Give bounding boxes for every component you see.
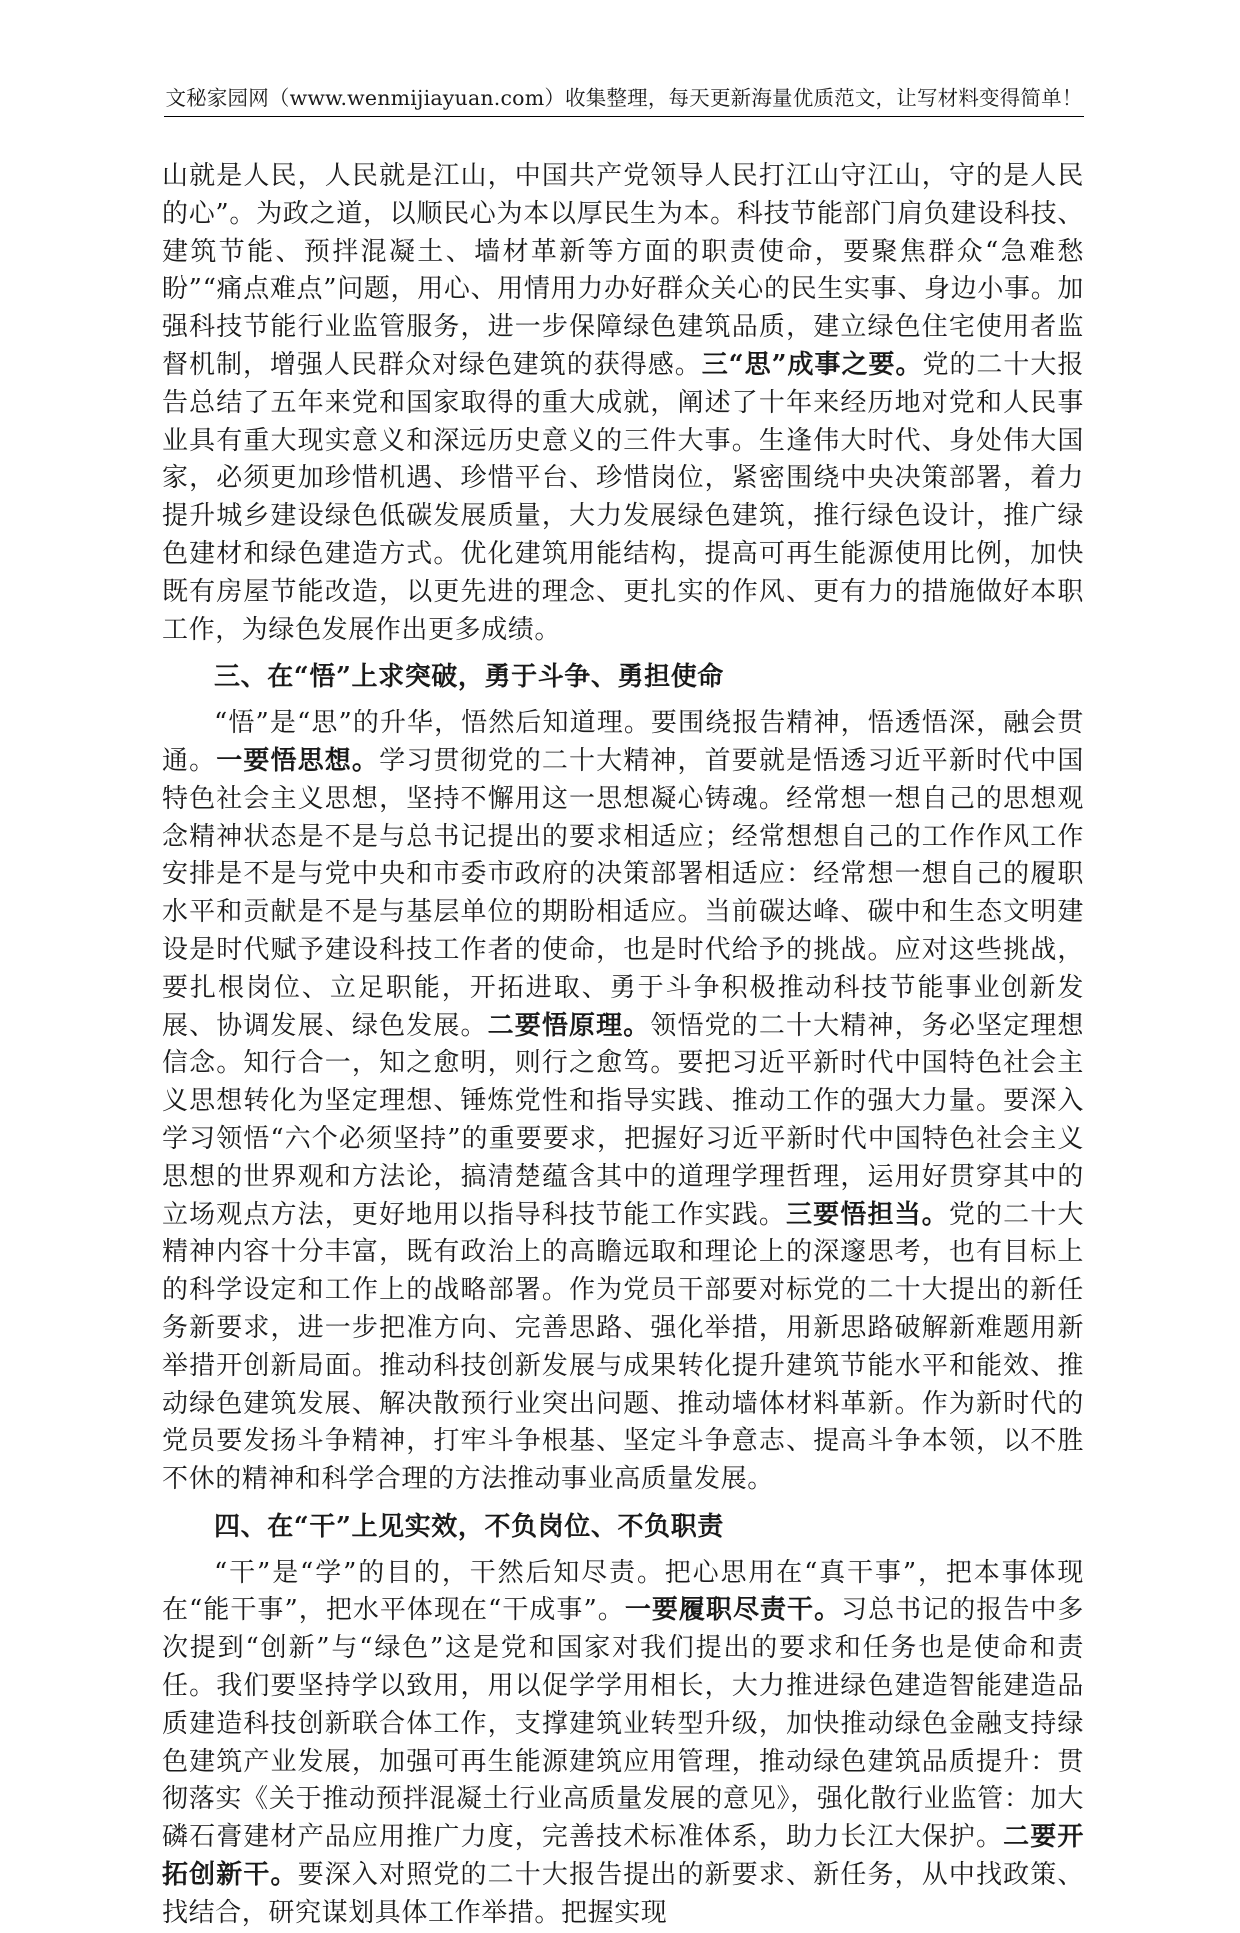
paragraph-text: 党的二十大报告总结了五年来党和国家取得的重大成就，阐述了十年来经历地对党和人民事业具有重大现实意义和深远历史意义的三件大事。生逢伟大时代、身处伟大国家，必须更加珍惜机遇、珍惜平台、珍惜岗位，紧密围绕中央决策部署，着力提升城乡建设绿色低碳发展质量，大力发展绿色建筑，推行绿色设计，推广绿色建材和绿色建造方式。优化建筑用能结构，提高可再生能源使用比例，加快既有房屋节能改造，以更先进的理念、更扎实的作风、更有力的措施做好本职工作，为绿色发展作出更多成绩。 — [162, 349, 1084, 645]
paragraph-text: 领悟党的二十大精神，务必坚定理想信念。知行合一，知之愈明，则行之愈笃。要把习近平新时代中国特色社会主义思想转化为坚定理想、锤炼党性和指导实践、推动工作的强大力量。要深入学习领悟“六个必须坚持”的重要要求，把握好习近平新时代中国特色社会主义思想的世界观和方法论，搞清楚蕴含其中的道理学理哲理，运用好贯穿其中的立场观点方法，更好地用以指导科技节能工作实践。 — [162, 1010, 1084, 1230]
bold-lead: 一要履职尽责干。 — [624, 1595, 842, 1626]
paragraph-text: 要深入对照党的二十大报告提出的新要求、新任务，从中找政策、找结合，研究谋划具体工作举措。把握实现 — [162, 1860, 1084, 1928]
section-heading-4: 四、在“干”上见实效，不负岗位、不负职责 — [214, 1511, 724, 1542]
bold-lead: 一要悟思想。 — [216, 745, 380, 776]
paragraph-section-4 — [162, 1555, 1084, 1933]
paragraph-text: 学习贯彻党的二十大精神，首要就是悟透习近平新时代中国特色社会主义思想，坚持不懈用这一思想凝心铸魂。经常想一想自己的思想观念精神状态是不是与总书记提出的要求相适应；经常想想自己的工作作风工作安排是不是与党中央和市委市政府的决策部署相适应：经常想一想自己的履职水平和贡献是不是与基层单位的期盼相适应。当前碳达峰、碳中和生态文明建设是时代赋予建设科技工作者的使命，也是时代给予的挑战。应对这些挑战，要扎根岗位、立足职能，开拓进取、勇于斗争积极推动科技节能事业创新发展、协调发展、绿色发展。 — [162, 745, 1084, 1041]
page-header — [164, 82, 1084, 117]
header-text: 文秘家园网（www.wenmijiayuan.com）收集整理，每天更新海量优质范文，让写材料变得简单！ — [165, 86, 1083, 110]
paragraph-text: “干”是“学”的目的，干然后知尽责。把心思用在“真干事”，把本事体现在“能干事”，把水平体现在“干成事”。 — [162, 1557, 1084, 1626]
paragraph-continuation — [162, 158, 1084, 649]
paragraph-section-3 — [162, 705, 1084, 1499]
paragraph-text: 党的二十大精神内容十分丰富，既有政治上的高瞻远取和理论上的深邃思考，也有目标上的科学设定和工作上的战略部署。作为党员干部要对标党的二十大提出的新任务新要求，进一步把准方向、完善思路、强化举措，用新思路破解新难题用新举措开创新局面。推动科技创新发展与成果转化提升建筑节能水平和能效、推动绿色建筑发展、解决散预行业突出问题、推动墙体材料革新。作为新时代的党员要发扬斗争精神，打牢斗争根基、坚定斗争意志、提高斗争本领，以不胜不休的精神和科学合理的方法推动事业高质量发展。 — [162, 1199, 1084, 1495]
bold-lead: 二要悟原理。 — [487, 1010, 651, 1041]
section-heading-3: 三、在“悟”上求突破，勇于斗争、勇担使命 — [214, 662, 724, 693]
document-body — [162, 158, 1084, 1933]
paragraph-text: “悟”是“思”的升华，悟然后知道理。要围绕报告精神，悟透悟深，融会贯通。 — [162, 708, 1084, 776]
bold-lead: 三要悟担当。 — [786, 1199, 949, 1230]
paragraph-text: 习总书记的报告中多次提到“创新”与“绿色”这是党和国家对我们提出的要求和任务也是使命和责任。我们要坚持学以致用，用以促学学用相长，大力推进绿色建造智能建造品质建造科技创新联合体工作，支撑建筑业转型升级，加快推动绿色金融支持绿色建筑产业发展，加强可再生能源建筑应用管理，推动绿色建筑品质提升：贯彻落实《关于推动预拌混凝土行业高质量发展的意见》，强化散行业监管：加大磷石膏建材产品应用推广力度，完善技术标准体系，助力长江大保护。 — [162, 1595, 1084, 1853]
paragraph-text: 山就是人民，人民就是江山，中国共产党领导人民打江山守江山，守的是人民的心”。为政之道，以顺民心为本以厚民生为本。科技节能部门肩负建设科技、建筑节能、预拌混凝土、墙材革新等方面的职责使命，要聚焦群众“急难愁盼”“痛点难点”问题，用心、用情用力办好群众关心的民生实事、身边小事。加强科技节能行业监管服务，进一步保障绿色建筑品质，建立绿色住宅使用者监督机制，增强人民群众对绿色建筑的获得感。 — [162, 161, 1084, 380]
bold-lead: 三“思”成事之要。 — [701, 349, 923, 380]
bold-lead: 二要开拓创新干。 — [162, 1822, 1084, 1891]
